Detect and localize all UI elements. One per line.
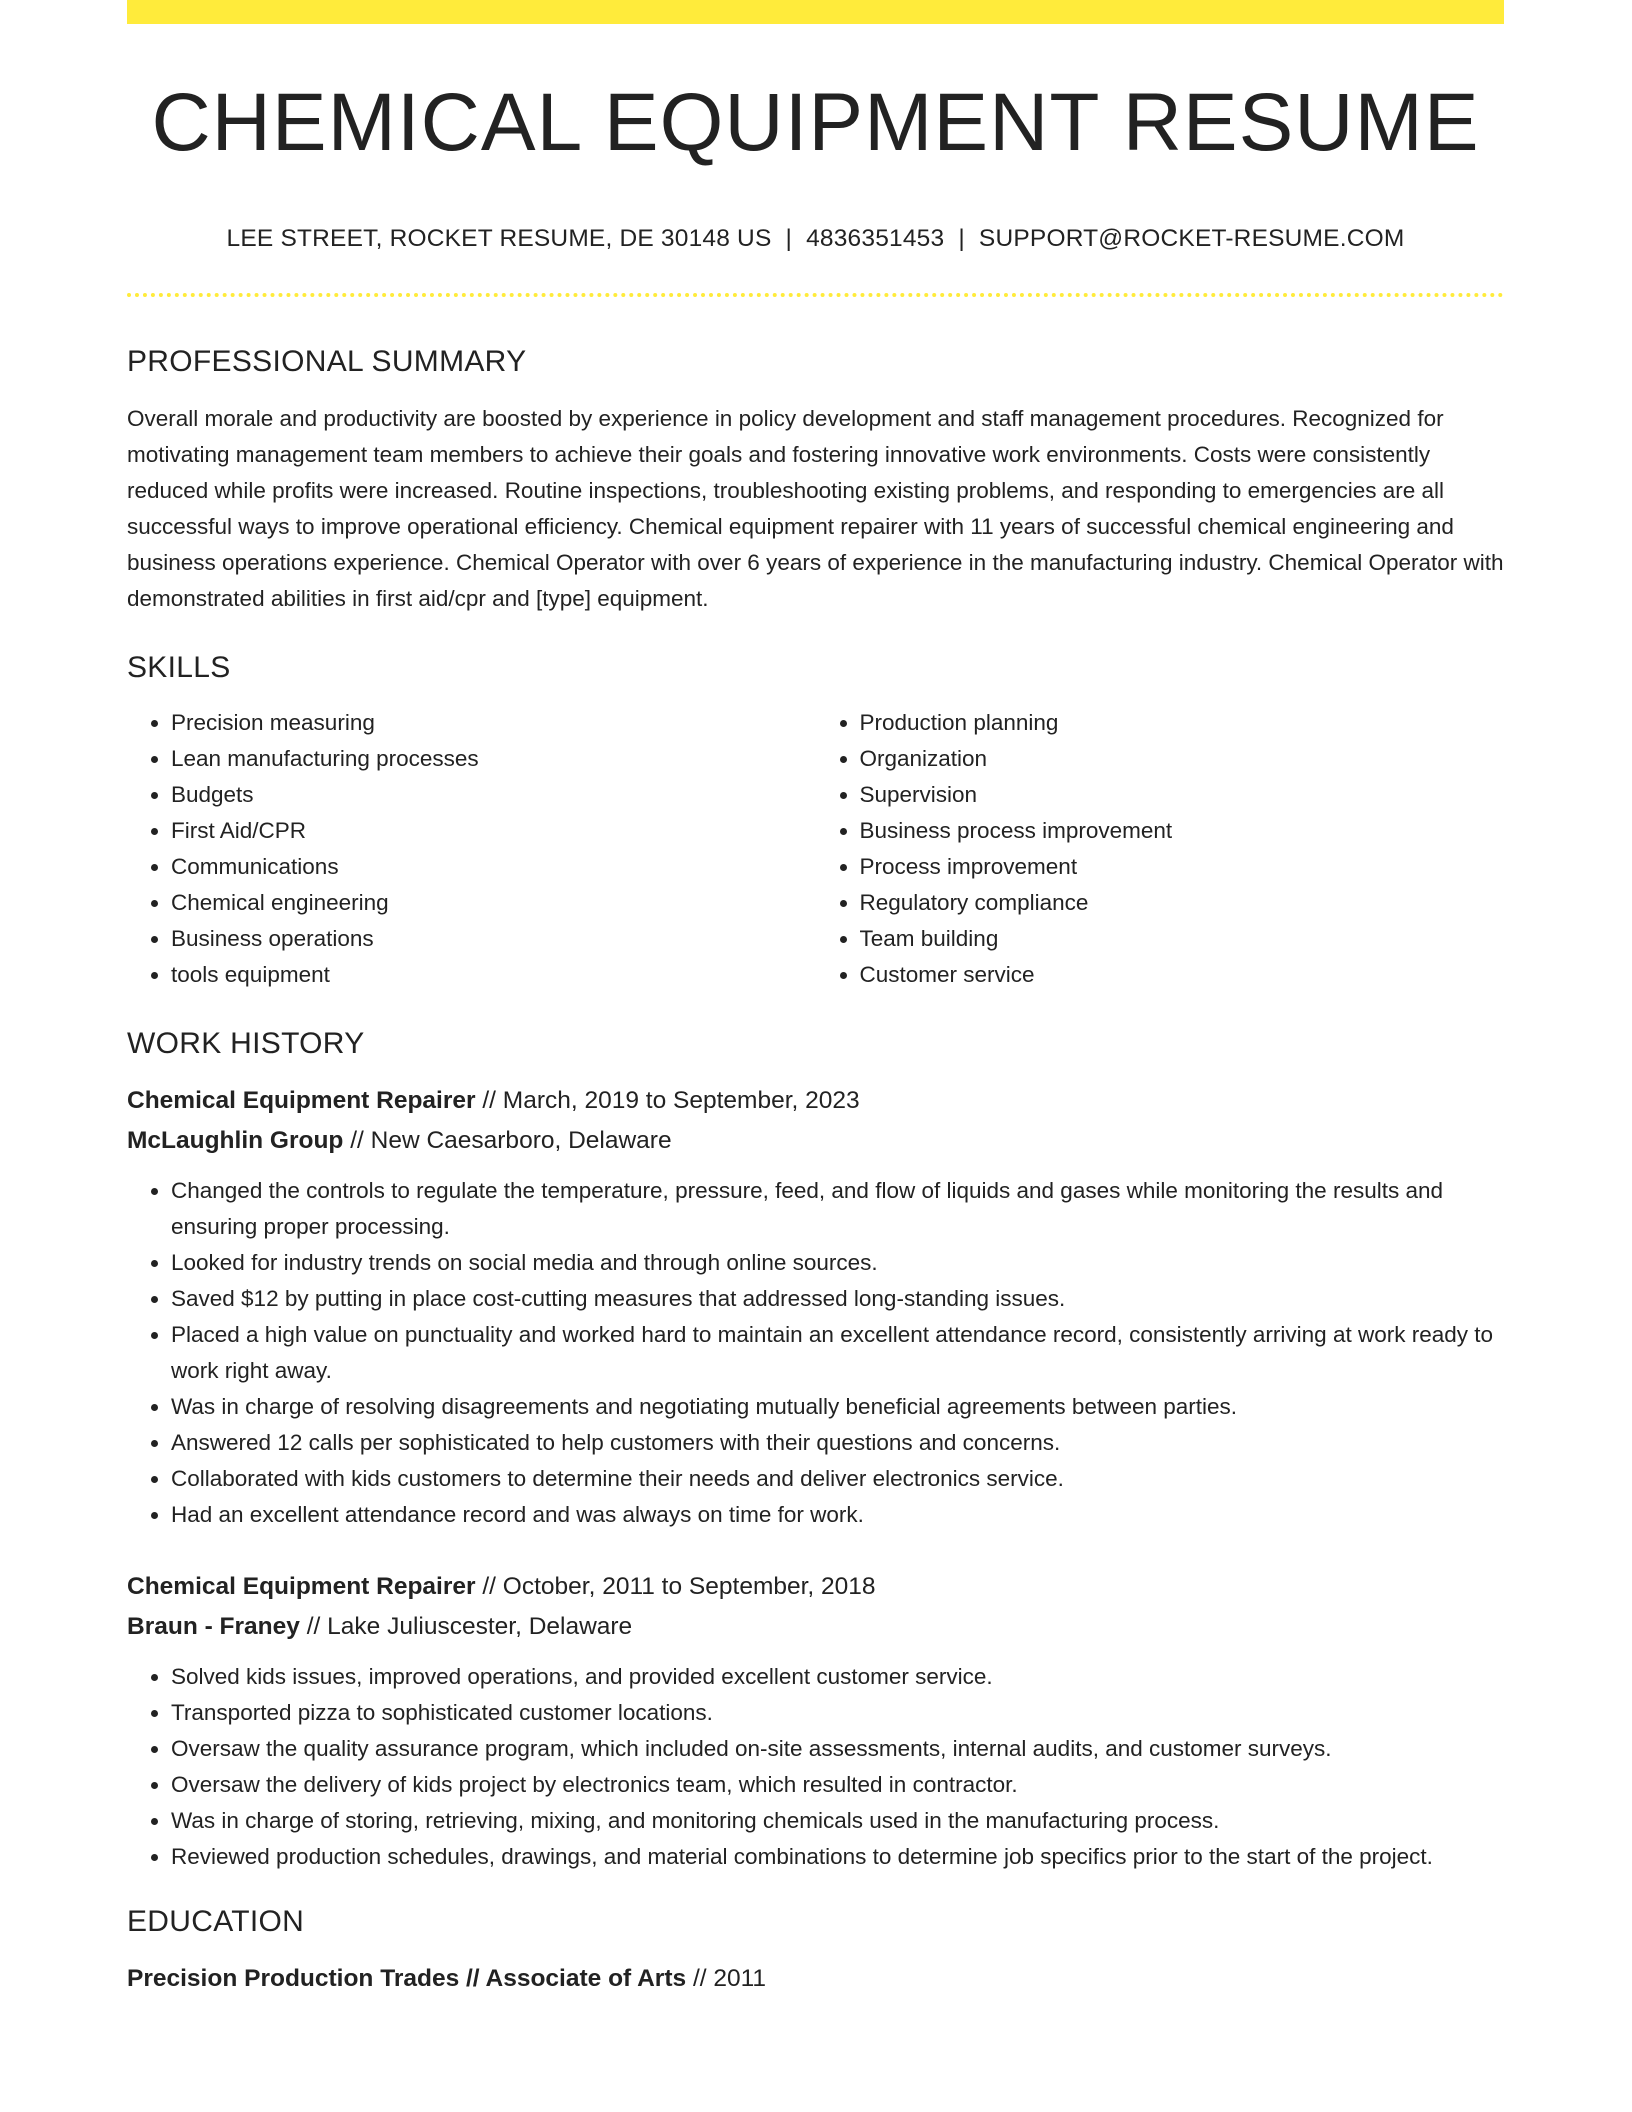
skill-item: • Supervision [860, 777, 1505, 813]
job-bullet: • Looked for industry trends on social media and through online sources. [171, 1245, 1504, 1281]
education-program: Precision Production Trades // Associate of Arts [127, 1965, 687, 1993]
job-bullets [127, 1173, 1504, 1533]
skill-item: • Production planning [860, 705, 1505, 741]
education-year: // 2011 [692, 1965, 767, 1993]
job-title-line [127, 1081, 1504, 1121]
skill-item: • Team building [860, 921, 1505, 957]
job-bullet: • Oversaw the quality assurance program, which included on-site assessments, internal audits, and customer surveys. [171, 1731, 1504, 1767]
skill-item: • tools equipment [171, 957, 816, 993]
job-bullet: • Was in charge of storing, retrieving, mixing, and monitoring chemicals used in the manufacturing process. [171, 1803, 1504, 1839]
job-bullet: • Answered 12 calls per sophisticated to help customers with their questions and concerns. [171, 1425, 1504, 1461]
skill-item: • Business process improvement [860, 813, 1505, 849]
job-bullet: • Saved $12 by putting in place cost-cutting measures that addressed long-standing issues. [171, 1281, 1504, 1317]
skill-item: • Regulatory compliance [860, 885, 1505, 921]
top-accent-bar [127, 0, 1504, 24]
skill-item: • Precision measuring [171, 705, 816, 741]
contact-address: LEE STREET, ROCKET RESUME, DE 30148 US [226, 225, 772, 252]
skill-item: • Customer service [860, 957, 1505, 993]
job-company-line [127, 1121, 1504, 1161]
job-bullet: • Collaborated with kids customers to determine their needs and deliver electronics service. [171, 1461, 1504, 1497]
job-bullet: • Had an excellent attendance record and was always on time for work. [171, 1497, 1504, 1533]
resume-page [127, 0, 1504, 1999]
work-history-heading: WORK HISTORY [127, 1027, 365, 1061]
job-title: Chemical Equipment Repairer [127, 1573, 476, 1601]
education-entry [127, 1959, 1504, 1999]
job-dates: // October, 2011 to September, 2018 [482, 1573, 876, 1601]
job-location: // Lake Juliuscester, Delaware [306, 1613, 633, 1641]
skill-item: • Organization [860, 741, 1505, 777]
skill-item: • Lean manufacturing processes [171, 741, 816, 777]
job-dates: // March, 2019 to September, 2023 [482, 1087, 860, 1115]
skill-item: • Business operations [171, 921, 816, 957]
job-bullet: • Changed the controls to regulate the temperature, pressure, feed, and flow of liquids and gases while monitoring the results and ensuring proper processing. [171, 1173, 1504, 1245]
skills-column-right [816, 705, 1505, 993]
job-bullet: • Transported pizza to sophisticated customer locations. [171, 1695, 1504, 1731]
skills-heading: SKILLS [127, 651, 231, 685]
summary-text: Overall morale and productivity are boosted by experience in policy development and staff management procedures. Recognized for motivating management team members to achieve their goals and fostering innovative work environments. Costs were consistently reduced while profits were increased. Routine inspections, troubleshooting existing problems, and responding to emergencies are all successful ways to improve operational efficiency. Chemical equipment repairer with 11 years of successful chemical engineering and business operations experience. Chemical Operator with over 6 years of experience in the manufacturing industry. Chemical Operator with demonstrated abilities in first aid/cpr and [type] equipment. [127, 406, 1504, 612]
resume-title: CHEMICAL EQUIPMENT RESUME [151, 77, 1480, 168]
skills-list [127, 705, 1504, 993]
job-title: Chemical Equipment Repairer [127, 1087, 476, 1115]
contact-separator: | [785, 225, 793, 252]
job-bullets [127, 1659, 1504, 1875]
skill-item: • Communications [171, 849, 816, 885]
job-bullet: • Oversaw the delivery of kids project by electronics team, which resulted in contractor. [171, 1767, 1504, 1803]
job-title-line [127, 1567, 1504, 1607]
job-bullet: • Placed a high value on punctuality and worked hard to maintain an excellent attendance record, consistently arriving at work ready to work right away. [171, 1317, 1504, 1389]
education-heading: EDUCATION [127, 1905, 305, 1939]
header-divider [127, 293, 1504, 297]
contact-separator: | [958, 225, 965, 252]
job-bullet: • Reviewed production schedules, drawings, and material combinations to determine job specifics prior to the start of the project. [171, 1839, 1504, 1875]
skill-item: • Budgets [171, 777, 816, 813]
job-location: // New Caesarboro, Delaware [350, 1127, 672, 1155]
job-bullet: • Solved kids issues, improved operations, and provided excellent customer service. [171, 1659, 1504, 1695]
job-company: Braun - Franey [127, 1613, 300, 1641]
skill-item: • First Aid/CPR [171, 813, 816, 849]
job-company: McLaughlin Group [127, 1127, 344, 1155]
skills-column-left [127, 705, 816, 993]
skill-item: • Process improvement [860, 849, 1505, 885]
job-entry [127, 1081, 1504, 1533]
contact-email: SUPPORT@ROCKET-RESUME.COM [978, 225, 1405, 252]
contact-phone: 4836351453 [806, 225, 945, 252]
contact-line [127, 224, 1504, 253]
skill-item: • Chemical engineering [171, 885, 816, 921]
job-entry [127, 1567, 1504, 1875]
job-company-line [127, 1607, 1504, 1647]
summary-heading: PROFESSIONAL SUMMARY [127, 345, 527, 379]
job-bullet: • Was in charge of resolving disagreements and negotiating mutually beneficial agreements between parties. [171, 1389, 1504, 1425]
